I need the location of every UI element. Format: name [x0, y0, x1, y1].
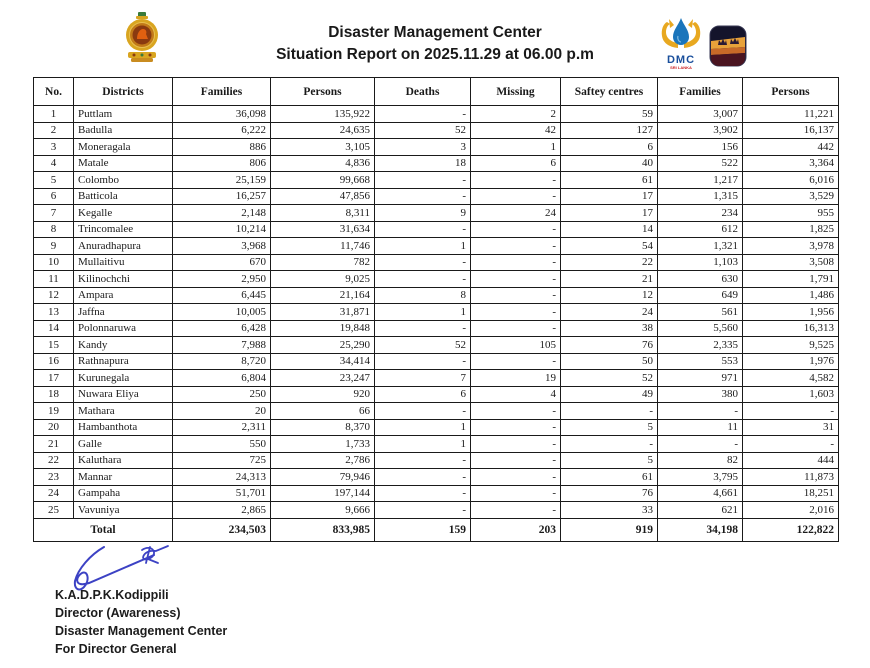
cell-families-displaced: 3,007 [658, 106, 743, 123]
cell-families-displaced: 649 [658, 287, 743, 304]
cell-no: 6 [34, 188, 74, 205]
cell-families-displaced: 612 [658, 221, 743, 238]
cell-missing: 2 [471, 106, 561, 123]
table-row [34, 271, 839, 288]
cell-no: 24 [34, 485, 74, 502]
table-row [34, 370, 839, 387]
cell-deaths: 3 [375, 139, 471, 156]
cell-deaths: - [375, 502, 471, 519]
cell-no: 14 [34, 320, 74, 337]
cell-safety-centres: 5 [561, 419, 658, 436]
cell-persons: 19,848 [271, 320, 375, 337]
total-missing: 203 [471, 518, 561, 541]
cell-families: 16,257 [173, 188, 271, 205]
table-row [34, 106, 839, 123]
cell-persons: 9,666 [271, 502, 375, 519]
cell-no: 18 [34, 386, 74, 403]
cell-district: Colombo [74, 172, 173, 189]
cell-persons: 920 [271, 386, 375, 403]
cell-no: 1 [34, 106, 74, 123]
cell-safety-centres: - [561, 436, 658, 453]
cell-missing: 24 [471, 205, 561, 222]
cell-families: 670 [173, 254, 271, 271]
cell-persons-displaced: 3,364 [743, 155, 839, 172]
cell-families-displaced: 630 [658, 271, 743, 288]
table-row [34, 485, 839, 502]
cell-families-displaced: - [658, 436, 743, 453]
table-row [34, 320, 839, 337]
cell-persons-displaced: 16,137 [743, 122, 839, 139]
cell-safety-centres: 22 [561, 254, 658, 271]
cell-families-displaced: 82 [658, 452, 743, 469]
cell-persons: 135,922 [271, 106, 375, 123]
cell-deaths: 7 [375, 370, 471, 387]
cell-persons-displaced: - [743, 436, 839, 453]
cell-families: 3,968 [173, 238, 271, 255]
cell-families: 2,950 [173, 271, 271, 288]
cell-persons: 8,311 [271, 205, 375, 222]
cell-deaths: - [375, 172, 471, 189]
cell-safety-centres: 76 [561, 337, 658, 354]
cell-families-displaced: 1,321 [658, 238, 743, 255]
table-row [34, 287, 839, 304]
cell-missing: - [471, 502, 561, 519]
cell-deaths: - [375, 485, 471, 502]
total-deaths: 159 [375, 518, 471, 541]
cell-no: 25 [34, 502, 74, 519]
cell-no: 22 [34, 452, 74, 469]
table-row [34, 386, 839, 403]
cell-district: Kegalle [74, 205, 173, 222]
cell-families: 550 [173, 436, 271, 453]
cell-families-displaced: 1,103 [658, 254, 743, 271]
cell-persons-displaced: 16,313 [743, 320, 839, 337]
cell-missing: - [471, 436, 561, 453]
cell-persons: 9,025 [271, 271, 375, 288]
cell-district: Moneragala [74, 139, 173, 156]
cell-no: 11 [34, 271, 74, 288]
cell-district: Kaluthara [74, 452, 173, 469]
cell-deaths: 52 [375, 337, 471, 354]
cell-families: 6,445 [173, 287, 271, 304]
table-row [34, 122, 839, 139]
table-row [34, 469, 839, 486]
cell-no: 8 [34, 221, 74, 238]
cell-persons: 1,733 [271, 436, 375, 453]
cell-deaths: - [375, 254, 471, 271]
table-row [34, 452, 839, 469]
cell-persons-displaced: - [743, 403, 839, 420]
cell-missing: - [471, 172, 561, 189]
cell-district: Badulla [74, 122, 173, 139]
cell-persons: 31,634 [271, 221, 375, 238]
cell-missing: - [471, 403, 561, 420]
cell-missing: - [471, 221, 561, 238]
cell-persons-displaced: 1,603 [743, 386, 839, 403]
cell-persons: 99,668 [271, 172, 375, 189]
cell-families: 6,428 [173, 320, 271, 337]
cell-families: 2,148 [173, 205, 271, 222]
cell-persons: 11,746 [271, 238, 375, 255]
ministry-crest-icon [709, 25, 747, 67]
cell-families: 8,720 [173, 353, 271, 370]
cell-persons: 782 [271, 254, 375, 271]
col-header-deaths: Deaths [375, 78, 471, 106]
cell-families-displaced: 156 [658, 139, 743, 156]
cell-deaths: - [375, 106, 471, 123]
cell-no: 3 [34, 139, 74, 156]
cell-safety-centres: 14 [561, 221, 658, 238]
cell-families: 20 [173, 403, 271, 420]
cell-safety-centres: 38 [561, 320, 658, 337]
cell-persons-displaced: 442 [743, 139, 839, 156]
table-body [34, 106, 839, 519]
cell-families-displaced: 522 [658, 155, 743, 172]
cell-deaths: 1 [375, 304, 471, 321]
total-label: Total [34, 518, 173, 541]
cell-persons-displaced: 11,221 [743, 106, 839, 123]
signatory-authority: For Director General [55, 642, 177, 656]
cell-safety-centres: 33 [561, 502, 658, 519]
title-line-2: Situation Report on 2025.11.29 at 06.00 p.m [276, 46, 594, 63]
cell-families: 10,214 [173, 221, 271, 238]
cell-persons: 8,370 [271, 419, 375, 436]
cell-safety-centres: 17 [561, 205, 658, 222]
cell-district: Batticola [74, 188, 173, 205]
table-row [34, 172, 839, 189]
cell-deaths: 18 [375, 155, 471, 172]
table-row [34, 502, 839, 519]
cell-families: 24,313 [173, 469, 271, 486]
cell-safety-centres: 40 [561, 155, 658, 172]
cell-safety-centres: 76 [561, 485, 658, 502]
cell-persons: 4,836 [271, 155, 375, 172]
cell-safety-centres: 12 [561, 287, 658, 304]
cell-missing: - [471, 271, 561, 288]
cell-safety-centres: 50 [561, 353, 658, 370]
cell-safety-centres: 17 [561, 188, 658, 205]
cell-persons: 47,856 [271, 188, 375, 205]
cell-persons-displaced: 3,508 [743, 254, 839, 271]
col-header-persons: Persons [271, 78, 375, 106]
cell-families: 7,988 [173, 337, 271, 354]
col-header-safety-centres: Saftey centres [561, 78, 658, 106]
table-row [34, 188, 839, 205]
cell-missing: - [471, 320, 561, 337]
table-row [34, 403, 839, 420]
cell-deaths: - [375, 221, 471, 238]
cell-families-displaced: 2,335 [658, 337, 743, 354]
col-header-families: Families [173, 78, 271, 106]
cell-no: 4 [34, 155, 74, 172]
cell-persons-displaced: 4,582 [743, 370, 839, 387]
cell-missing: - [471, 353, 561, 370]
cell-district: Kilinochchi [74, 271, 173, 288]
cell-persons: 66 [271, 403, 375, 420]
cell-persons-displaced: 1,976 [743, 353, 839, 370]
cell-deaths: 1 [375, 419, 471, 436]
cell-safety-centres: - [561, 403, 658, 420]
cell-missing: 1 [471, 139, 561, 156]
cell-families-displaced: 971 [658, 370, 743, 387]
cell-district: Hambanthota [74, 419, 173, 436]
cell-families-displaced: 11 [658, 419, 743, 436]
total-row [34, 518, 839, 541]
table-row [34, 419, 839, 436]
cell-district: Mathara [74, 403, 173, 420]
cell-safety-centres: 127 [561, 122, 658, 139]
col-header-no: No. [34, 78, 74, 106]
cell-no: 5 [34, 172, 74, 189]
cell-safety-centres: 54 [561, 238, 658, 255]
cell-persons-displaced: 955 [743, 205, 839, 222]
cell-deaths: - [375, 320, 471, 337]
cell-families: 10,005 [173, 304, 271, 321]
cell-district: Trincomalee [74, 221, 173, 238]
cell-no: 12 [34, 287, 74, 304]
cell-no: 2 [34, 122, 74, 139]
cell-safety-centres: 61 [561, 172, 658, 189]
cell-safety-centres: 59 [561, 106, 658, 123]
cell-deaths: 6 [375, 386, 471, 403]
cell-deaths: - [375, 353, 471, 370]
cell-missing: - [471, 452, 561, 469]
total-persons-displaced: 122,822 [743, 518, 839, 541]
cell-no: 7 [34, 205, 74, 222]
cell-persons: 25,290 [271, 337, 375, 354]
table-row [34, 304, 839, 321]
cell-families-displaced: 1,217 [658, 172, 743, 189]
cell-persons: 3,105 [271, 139, 375, 156]
col-header-families-displaced: Families [658, 78, 743, 106]
total-safety-centres: 919 [561, 518, 658, 541]
cell-persons-displaced: 11,873 [743, 469, 839, 486]
dmc-logo-subtext: SRI LANKA [670, 65, 692, 70]
table-row [34, 139, 839, 156]
cell-families: 6,804 [173, 370, 271, 387]
cell-district: Anuradhapura [74, 238, 173, 255]
cell-families: 36,098 [173, 106, 271, 123]
cell-missing: 105 [471, 337, 561, 354]
cell-families: 6,222 [173, 122, 271, 139]
cell-no: 13 [34, 304, 74, 321]
cell-no: 23 [34, 469, 74, 486]
cell-families-displaced: 621 [658, 502, 743, 519]
cell-district: Mannar [74, 469, 173, 486]
cell-families-displaced: 3,902 [658, 122, 743, 139]
title-line-1: Disaster Management Center [328, 24, 542, 41]
table-row [34, 337, 839, 354]
cell-families: 725 [173, 452, 271, 469]
cell-no: 20 [34, 419, 74, 436]
situation-report-table [33, 77, 839, 542]
cell-deaths: - [375, 469, 471, 486]
cell-persons-displaced: 1,791 [743, 271, 839, 288]
signature-block [55, 586, 227, 658]
signatory-organization: Disaster Management Center [55, 624, 228, 638]
cell-persons-displaced: 9,525 [743, 337, 839, 354]
cell-persons-displaced: 1,825 [743, 221, 839, 238]
cell-persons-displaced: 1,486 [743, 287, 839, 304]
cell-deaths: - [375, 188, 471, 205]
cell-families-displaced: 3,795 [658, 469, 743, 486]
cell-missing: - [471, 254, 561, 271]
col-header-missing: Missing [471, 78, 561, 106]
table-header-row [34, 78, 839, 106]
cell-deaths: 9 [375, 205, 471, 222]
cell-district: Gampaha [74, 485, 173, 502]
cell-families: 250 [173, 386, 271, 403]
cell-persons: 79,946 [271, 469, 375, 486]
cell-no: 9 [34, 238, 74, 255]
cell-families-displaced: 1,315 [658, 188, 743, 205]
cell-deaths: - [375, 271, 471, 288]
cell-persons: 24,635 [271, 122, 375, 139]
cell-persons: 21,164 [271, 287, 375, 304]
cell-persons-displaced: 31 [743, 419, 839, 436]
col-header-districts: Districts [74, 78, 173, 106]
cell-persons-displaced: 6,016 [743, 172, 839, 189]
dmc-logo-text: DMC [666, 54, 696, 66]
cell-safety-centres: 49 [561, 386, 658, 403]
cell-district: Polonnaruwa [74, 320, 173, 337]
dmc-hands-drop-icon [657, 16, 705, 50]
cell-district: Puttlam [74, 106, 173, 123]
table-row [34, 436, 839, 453]
total-families-displaced: 34,198 [658, 518, 743, 541]
cell-no: 17 [34, 370, 74, 387]
cell-persons-displaced: 3,978 [743, 238, 839, 255]
table-row [34, 353, 839, 370]
signatory-role: Director (Awareness) [55, 606, 181, 620]
table-row [34, 254, 839, 271]
cell-persons: 34,414 [271, 353, 375, 370]
cell-missing: - [471, 238, 561, 255]
table-row [34, 221, 839, 238]
cell-no: 15 [34, 337, 74, 354]
cell-district: Matale [74, 155, 173, 172]
cell-missing: 19 [471, 370, 561, 387]
cell-district: Nuwara Eliya [74, 386, 173, 403]
cell-families: 25,159 [173, 172, 271, 189]
cell-district: Rathnapura [74, 353, 173, 370]
cell-families-displaced: 5,560 [658, 320, 743, 337]
cell-district: Kandy [74, 337, 173, 354]
cell-families-displaced: 561 [658, 304, 743, 321]
cell-safety-centres: 6 [561, 139, 658, 156]
cell-district: Ampara [74, 287, 173, 304]
cell-persons: 31,871 [271, 304, 375, 321]
cell-families-displaced: 553 [658, 353, 743, 370]
table-row [34, 205, 839, 222]
cell-district: Galle [74, 436, 173, 453]
cell-persons-displaced: 2,016 [743, 502, 839, 519]
cell-no: 21 [34, 436, 74, 453]
cell-safety-centres: 5 [561, 452, 658, 469]
cell-district: Vavuniya [74, 502, 173, 519]
cell-families: 886 [173, 139, 271, 156]
cell-families-displaced: 4,661 [658, 485, 743, 502]
cell-missing: 4 [471, 386, 561, 403]
cell-persons: 23,247 [271, 370, 375, 387]
cell-families: 806 [173, 155, 271, 172]
cell-missing: - [471, 304, 561, 321]
cell-no: 19 [34, 403, 74, 420]
table-row [34, 238, 839, 255]
cell-families-displaced: 380 [658, 386, 743, 403]
cell-missing: - [471, 485, 561, 502]
cell-families-displaced: 234 [658, 205, 743, 222]
cell-persons-displaced: 18,251 [743, 485, 839, 502]
cell-missing: - [471, 188, 561, 205]
cell-missing: - [471, 419, 561, 436]
cell-deaths: 1 [375, 238, 471, 255]
cell-missing: - [471, 469, 561, 486]
cell-missing: - [471, 287, 561, 304]
cell-persons-displaced: 1,956 [743, 304, 839, 321]
cell-no: 10 [34, 254, 74, 271]
total-persons: 833,985 [271, 518, 375, 541]
cell-families-displaced: - [658, 403, 743, 420]
cell-safety-centres: 21 [561, 271, 658, 288]
cell-safety-centres: 52 [561, 370, 658, 387]
cell-persons-displaced: 3,529 [743, 188, 839, 205]
cell-missing: 6 [471, 155, 561, 172]
cell-persons: 197,144 [271, 485, 375, 502]
cell-district: Kurunegala [74, 370, 173, 387]
cell-missing: 42 [471, 122, 561, 139]
cell-district: Jaffna [74, 304, 173, 321]
cell-deaths: 8 [375, 287, 471, 304]
cell-district: Mullaitivu [74, 254, 173, 271]
cell-families: 2,865 [173, 502, 271, 519]
signatory-name: K.A.D.P.K.Kodippili [55, 588, 169, 602]
cell-families: 2,311 [173, 419, 271, 436]
cell-safety-centres: 24 [561, 304, 658, 321]
cell-deaths: - [375, 452, 471, 469]
cell-deaths: 1 [375, 436, 471, 453]
total-families: 234,503 [173, 518, 271, 541]
cell-deaths: 52 [375, 122, 471, 139]
cell-families: 51,701 [173, 485, 271, 502]
col-header-persons-displaced: Persons [743, 78, 839, 106]
cell-safety-centres: 61 [561, 469, 658, 486]
cell-persons: 2,786 [271, 452, 375, 469]
cell-persons-displaced: 444 [743, 452, 839, 469]
table-row [34, 155, 839, 172]
dmc-logo [656, 16, 706, 70]
cell-deaths: - [375, 403, 471, 420]
cell-no: 16 [34, 353, 74, 370]
